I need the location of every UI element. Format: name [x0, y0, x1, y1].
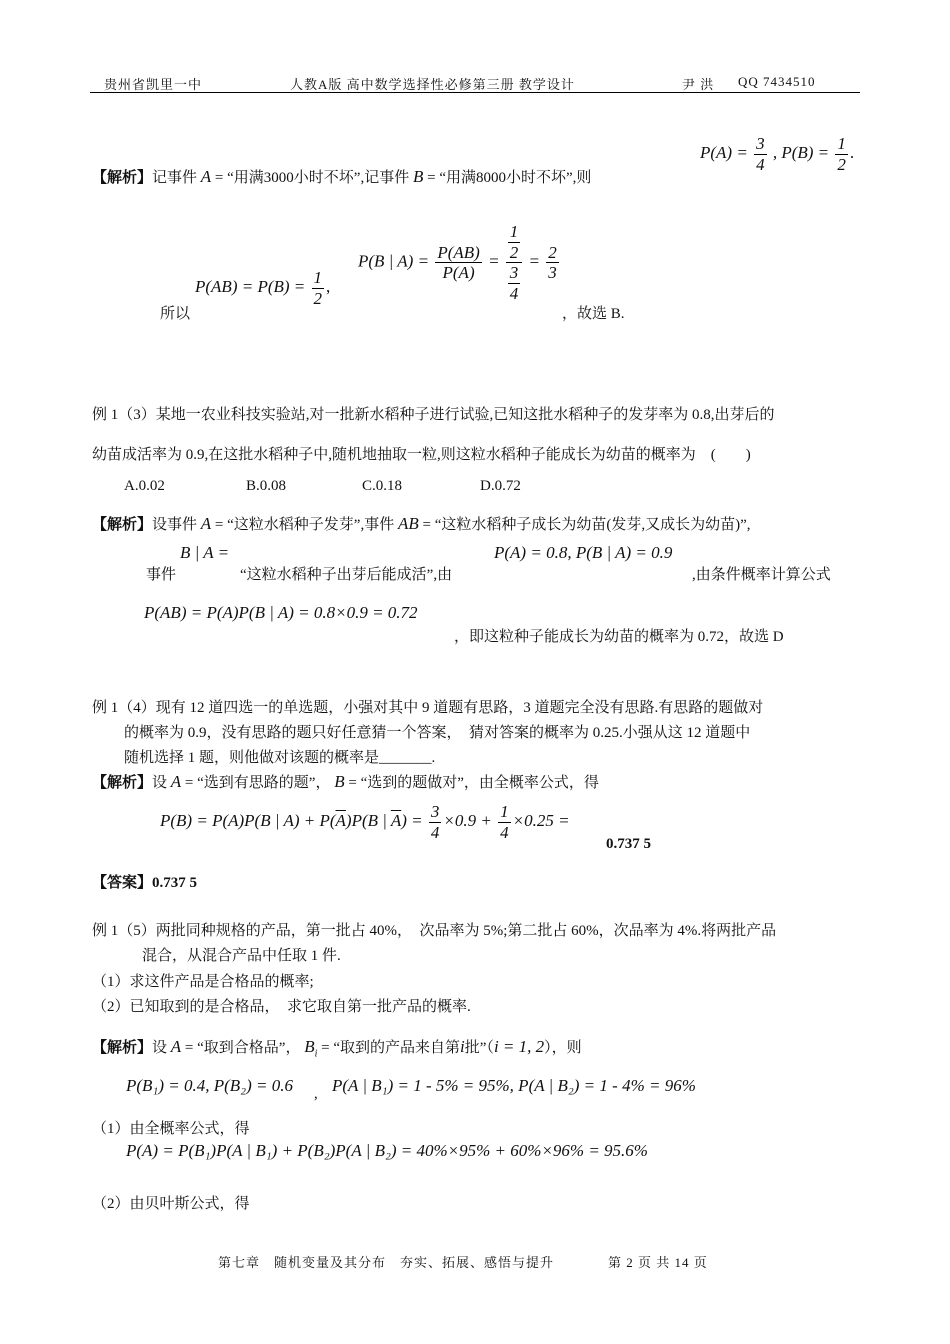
ex3-formula-tail: ,由条件概率计算公式 — [692, 567, 831, 583]
s1-conditional-formula: P(B | A) = $\frac{P(AB)}{P(A)}$ = $\frac{\frac{1}{2}}{\frac{3}{4}}$ = $\frac{2}{3}$ — [358, 222, 557, 303]
fraction-nested: $\frac{\frac{1}{2}}{\frac{3}{4}}$ — [506, 222, 523, 303]
ex4-result: 0.737 5 — [606, 836, 651, 852]
fraction-cond: $\frac{P(AB)}{P(A)}$ — [437, 242, 480, 283]
ex4-line1: 例 1（4）现有 12 道四选一的单选题，小强对其中 9 道题有思路，3 道题完全没有思路.有思路的题做对 — [92, 700, 764, 716]
footer-chapter: 第七章 随机变量及其分布 夯实、拓展、感悟与提升 — [218, 1255, 555, 1270]
answer-tag: 【答案】 — [92, 875, 153, 891]
header-qq: QQ 7434510 — [738, 74, 816, 89]
ex3-calc: P(AB) = P(A)P(B | A) = 0.8×0.9 = 0.72 — [144, 603, 418, 622]
s1-probabilities: P(A) = $\frac{3}{4}$ , P(B) = $\frac{1}{2}$ . — [700, 134, 855, 174]
s1-so: 所以 — [160, 306, 191, 322]
ex5-conditional-probs: P(A | B₁) = 1 - 5% = 95%, P(A | B₂) = 1 - 4% = 96% — [332, 1076, 696, 1095]
header-rule — [90, 92, 860, 93]
ex5-q2: （2）已知取到的是合格品， 求它取自第一批产品的概率. — [92, 999, 471, 1015]
ex3-event-word: 事件 — [146, 567, 177, 583]
ex5-line2: 混合，从混合产品中任取 1 件. — [142, 948, 341, 964]
s1-pab-formula: P(AB) = P(B) = $\frac{1}{2}$ , — [195, 268, 331, 308]
var-B: B — [412, 167, 424, 186]
ex3-ba-def: “这粒水稻种子出芽后能成活”,由 — [240, 567, 453, 583]
header-author: 尹 洪 — [682, 77, 715, 92]
footer-page: 第 2 页 共 14 页 — [608, 1255, 708, 1270]
ex5-line1: 例 1（5）两批同种规格的产品，第一批占 40%， 次品率为 5%;第二批占 60%，次品率为 4%.将两批产品 — [92, 923, 777, 939]
ex3-ba-label: B | A = — [180, 543, 230, 562]
ex4-answer: 【答案】0.737 5 — [92, 875, 198, 891]
fraction-pa: $\frac{3}{4}$ — [756, 134, 765, 174]
ex4-line2: 的概率为 0.9，没有思路的题只好任意猜一个答案， 猜对答案的概率为 0.25.小强从这 12 道题中 — [124, 725, 751, 741]
ex5-part1-label: （1）由全概率公式，得 — [92, 1121, 250, 1137]
ex3-option-b: B.0.08 — [246, 478, 287, 494]
fraction-result: $\frac{2}{3}$ — [548, 242, 557, 283]
s1-analysis-line: 【解析】记事件 A = “用满3000小时不坏”,记事件 B = “用满8000小时不坏”,则 — [92, 167, 592, 186]
s1-conclusion: ，故选 B. — [562, 306, 625, 322]
ex4-solution-line: 【解析】设 A = “选到有思路的题”， B = “选到的题做对”，由全概率公式，得 — [92, 772, 599, 791]
analysis-tag: 【解析】 — [92, 1040, 153, 1056]
ex3-conclusion: ，即这粒种子能成长为幼苗的概率为 0.72，故选 D — [454, 629, 784, 645]
ex3-line1: 例 1（3）某地一农业科技实验站,对一批新水稻种子进行试验,已知这批水稻种子的发芽率为 0.8,出芽后的 — [92, 407, 775, 423]
ex4-total-probability-formula: P(B) = P(A)P(B | $A) + P(\overline{A})P(B$ | $\overline{A}$) = $\frac{3}{4}$ ×0.9 + $\frac{1}{4}$ ×0.25 = — [160, 802, 570, 842]
header-course: 人教A版 高中数学选择性必修第三册 教学设计 — [290, 77, 575, 92]
ex3-solution-line: 【解析】设事件 A = “这粒水稻种子发芽”,事件 AB = “这粒水稻种子成长为幼苗(发芽,又成长为幼苗)”, — [92, 514, 751, 533]
ex3-option-c: C.0.18 — [362, 478, 403, 494]
header-school: 贵州省凯里一中 — [104, 77, 203, 92]
var-A: A — [200, 167, 212, 186]
analysis-tag: 【解析】 — [92, 517, 153, 533]
ex5-solution-line: 【解析】设 A = “取到合格品”， $B_i$ = “取到的产品来自第i批”（i = 1, 2），则 — [92, 1037, 582, 1060]
analysis-tag: 【解析】 — [92, 775, 153, 791]
ex3-line2: 幼苗成活率为 0.9,在这批水稻种子中,随机地抽取一粒,则这粒水稻种子能成长为幼苗的概率为 ( ) — [92, 447, 751, 463]
ex4-line3: 随机选择 1 题，则他做对该题的概率是_______. — [124, 750, 436, 766]
ex3-given: P(A) = 0.8, P(B | A) = 0.9 — [494, 543, 673, 562]
analysis-tag: 【解析】 — [92, 170, 153, 186]
ex5-part2-label: （2）由贝叶斯公式，得 — [92, 1196, 250, 1212]
ex5-q1: （1）求这件产品是合格品的概率; — [92, 974, 314, 990]
ex5-probs-sep: , — [314, 1086, 318, 1102]
fraction-pb: $\frac{1}{2}$ — [837, 134, 846, 174]
fraction-pab: $\frac{1}{2}$ — [313, 268, 323, 308]
ex5-part1-formula: P(A) = P(B₁)P(A | B₁) + P(B₂)P(A | B₂) = 40%×95% + 60%×96% = 95.6% — [126, 1141, 648, 1160]
ex3-option-a: A.0.02 — [124, 478, 165, 494]
ex3-option-d: D.0.72 — [480, 478, 521, 494]
ex5-batch-probs: P(B₁) = 0.4, P(B₂) = 0.6 — [126, 1076, 293, 1095]
